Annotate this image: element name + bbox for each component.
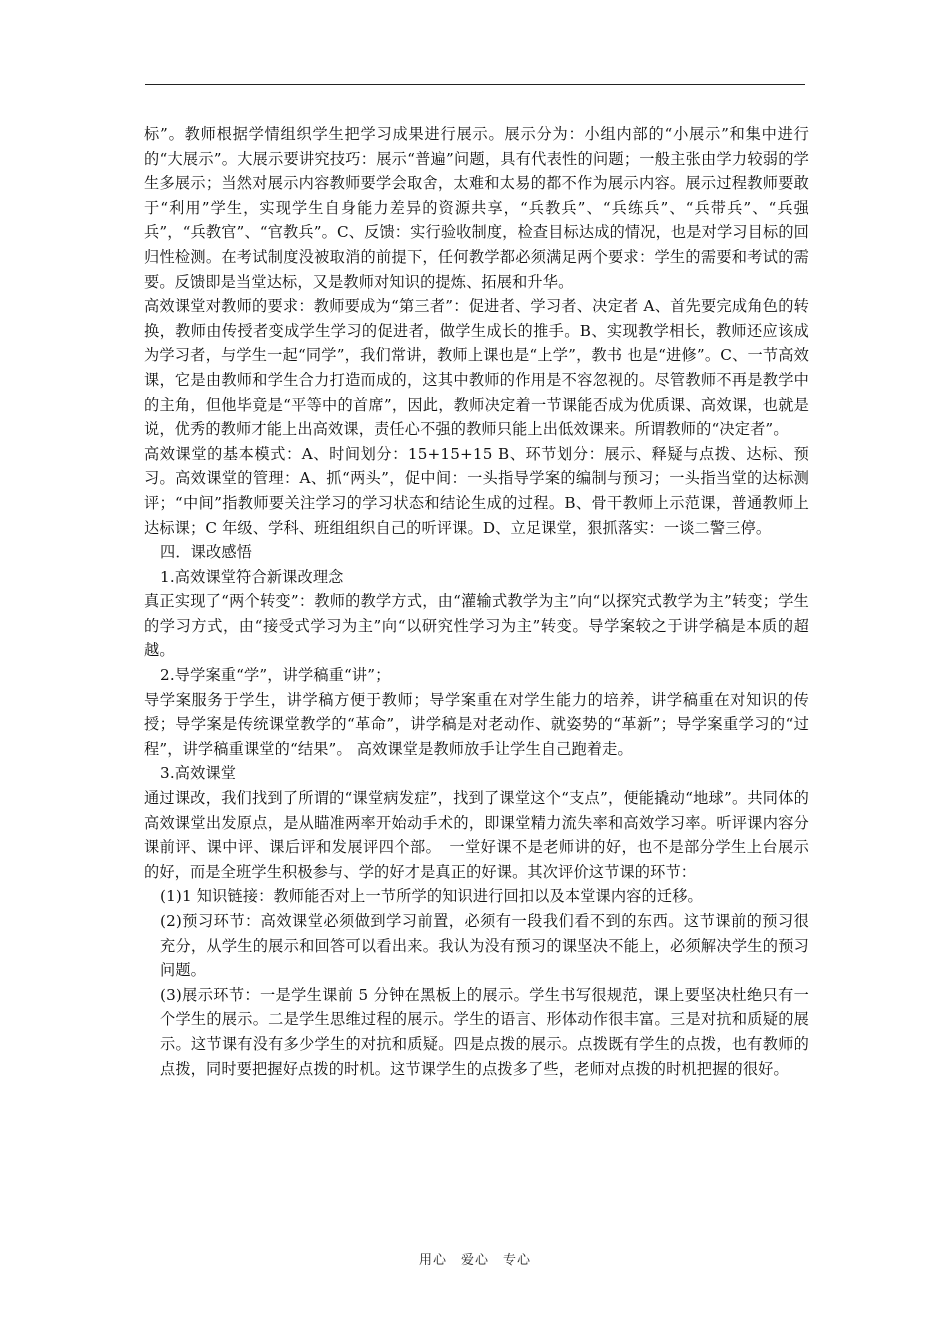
subsection-heading: 3.高效课堂 xyxy=(160,764,237,783)
paragraph: 真正实现了“两个转变”：教师的教学方式，由“灌输式教学为主”向“以探究式教学为主”转变；学生的学习方式，由“接受式学习为主”向“以研究性学习为主”转变。导学案较之于讲学稿是本质的超越。 xyxy=(144,592,809,660)
paragraph: 通过课改，我们找到了所谓的“课堂病发症”，找到了课堂这个“支点”，便能撬动“地球”。共同体的高效课堂出发原点，是从瞄准两率开始动手术的，即课堂精力流失率和高效学习率。听评课内容分课前评、课中评、课后评和发展评四个部。 一堂好课不是老师讲的好，也不是部分学生上台展示的好，而是全班学生积极参与、学的好才是真正的好课。其次评价这节课的环节： xyxy=(144,789,809,881)
paragraph: 高效课堂对教师的要求：教师要成为“第三者”：促进者、学习者、决定者 A、首先要完成角色的转换，教师由传授者变成学生学习的促进者，做学生成长的推手。B、实现教学相长，教师还应该成为学习者，与学生一起“同学”，我们常讲，教师上课也是“上学”，教书 也是“进修”。C、一节高效课，它是由教师和学生合力打造而成的，这其中教师的作用是不容忽视的。尽管教师不再是教学中的主角，但他毕竟是“平等中的首席”，因此，教师决定着一节课能否成为优质课、高效课，也就是说，优秀的教师才能上出高效课，责任心不强的教师只能上出低效课来。所谓教师的“决定者”。 xyxy=(144,297,809,439)
list-item: (3)展示环节：一是学生课前 5 分钟在黑板上的展示。学生书写很规范，课上要坚决杜绝只有一个学生的展示。二是学生思维过程的展示。学生的语言、形体动作很丰富。三是对抗和质疑的展示。这节课有没有多少学生的对抗和质疑。四是点拨的展示。点拨既有学生的点拨，也有教师的点拨，同时要把握好点拨的时机。这节课学生的点拨多了些，老师对点拨的时机把握的很好。 xyxy=(160,985,809,1078)
paragraph: 标”。教师根据学情组织学生把学习成果进行展示。展示分为：小组内部的“小展示”和集中进行的“大展示”。大展示要讲究技巧：展示“普遍”问题，具有代表性的问题；一般主张由学力较弱的学生多展示；当然对展示内容教师要学会取舍，太难和太易的都不作为展示内容。展示过程教师要敢于“利用”学生，实现学生自身能力差异的资源共享，“兵教兵”、“兵练兵”、“兵带兵”、“兵强兵”，“兵教官”、“官教兵”。C、反馈：实行验收制度，检查目标达成的情况，也是对学习目标的回归性检测。在考试制度没被取消的前提下，任何教学都必须满足两个要求：学生的需要和考试的需要。反馈即是当堂达标，又是教师对知识的提炼、拓展和升华。 xyxy=(144,125,809,291)
section-heading: 四．课改感悟 xyxy=(160,543,253,562)
paragraph: 高效课堂的基本模式：A、时间划分：15+15+15 B、环节划分：展示、释疑与点拨、达标、预习。高效课堂的管理：A、抓“两头”，促中间：一头指导学案的编制与预习；一头指当堂的达标测评；“中间”指教师要关注学习的学习状态和结论生成的过程。B、骨干教师上示范课，普通教师上达标课；C 年级、学科、班组组织自己的听评课。D、立足课堂，狠抓落实：一谈二警三停。 xyxy=(144,444,809,537)
list-item: (1)1 知识链接：教师能否对上一节所学的知识进行回扣以及本堂课内容的迁移。 xyxy=(160,887,703,906)
paragraph: 导学案服务于学生，讲学稿方便于教师；导学案重在对学生能力的培养，讲学稿重在对知识的传授；导学案是传统课堂教学的“革命”，讲学稿是对老动作、就姿势的“革新”；导学案重学习的“过程”，讲学稿重课堂的“结果”。 高效课堂是教师放手让学生自己跑着走。 xyxy=(144,690,809,758)
subsection-heading: 1.高效课堂符合新课改理念 xyxy=(160,567,344,586)
document-body xyxy=(144,122,809,1081)
list-item: (2)预习环节：高效课堂必须做到学习前置，必须有一段我们看不到的东西。这节课前的预习很充分，从学生的展示和回答可以看出来。我认为没有预习的课坚决不能上，必须解决学生的预习问题。 xyxy=(160,912,809,980)
header-rule xyxy=(145,84,805,85)
page-footer: 用心 爱心 专心 xyxy=(418,1253,531,1268)
subsection-heading: 2.导学案重“学”，讲学稿重“讲”； xyxy=(160,666,391,685)
